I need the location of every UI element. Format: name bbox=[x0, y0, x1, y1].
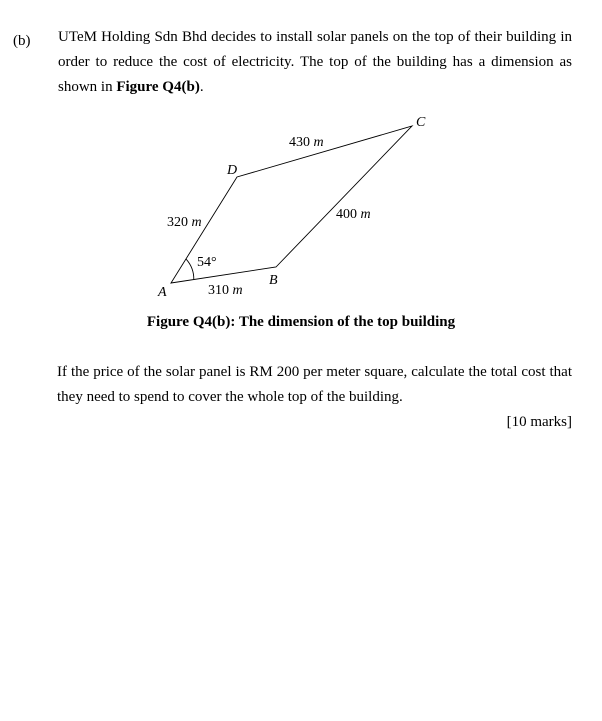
question-part-label: (b) bbox=[13, 33, 31, 49]
side-label-DA: 320 m bbox=[167, 215, 202, 230]
side-label-CD: 430 m bbox=[289, 135, 324, 150]
cost-question: If the price of the solar panel is RM 200 per meter square, calculate the total cost that they need to spend to cover the whole top of the building. bbox=[57, 364, 572, 405]
vertex-label-D: D bbox=[227, 163, 238, 178]
side-label-AB: 310 m bbox=[208, 283, 243, 298]
marks-label: [10 marks] bbox=[506, 414, 572, 430]
angle-arc-A bbox=[186, 259, 194, 279]
side-label-BC: 400 m bbox=[336, 207, 371, 222]
vertex-label-A: A bbox=[158, 285, 167, 300]
figure-reference: Figure Q4(b) bbox=[116, 79, 200, 95]
figure-caption: Figure Q4(b): The dimension of the top building bbox=[146, 314, 456, 330]
intro-end: . bbox=[199, 79, 204, 95]
vertex-label-B: B bbox=[269, 273, 278, 288]
vertex-label-C: C bbox=[416, 115, 426, 130]
angle-label-A: 54° bbox=[197, 255, 217, 270]
intro-text: UTeM Holding Sdn Bhd decides to install solar panels on the top of their building in order to reduce the cost of electricity. The top of the building has a dimension as shown in bbox=[58, 29, 572, 95]
